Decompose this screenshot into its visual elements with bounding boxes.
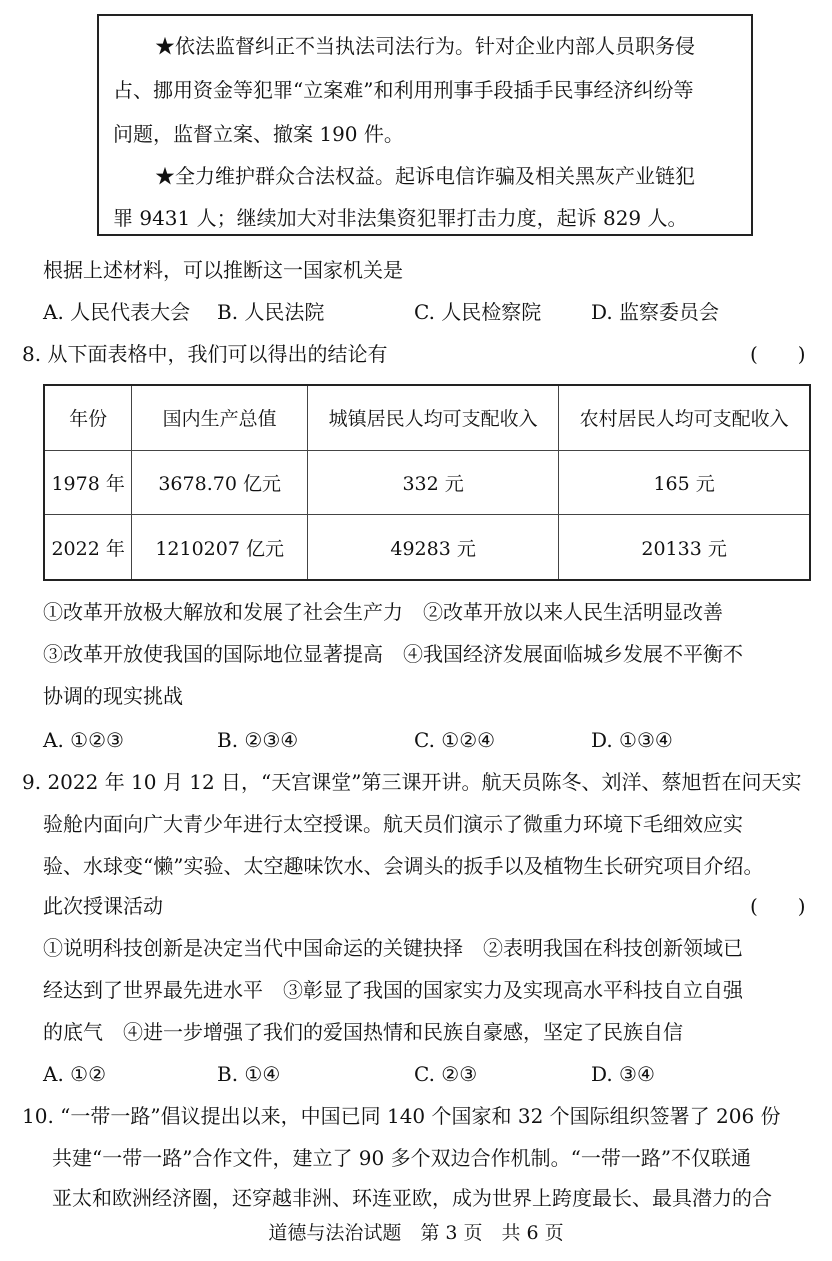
- q8-option-a: A. ①②③: [43, 728, 124, 752]
- table-cell: 165 元: [559, 450, 810, 514]
- q10-line: 亚太和欧洲经济圈，还穿越非洲、环连亚欧，成为世界上跨度最长、最具潜力的合: [52, 1186, 772, 1210]
- q7-option-a: A. 人民代表大会: [43, 300, 191, 324]
- material-line: 占、挪用资金等犯罪“立案难”和利用刑事手段插手民事经济纠纷等: [113, 78, 694, 102]
- q8-statement: 协调的现实挑战: [43, 684, 183, 708]
- material-line: ★全力维护群众合法权益。起诉电信诈骗及相关黑灰产业链犯: [155, 164, 695, 188]
- q9-statement: 的底气 ④进一步增强了我们的爱国热情和民族自豪感，坚定了民族自信: [43, 1020, 683, 1044]
- q9-option-b: B. ①④: [217, 1062, 281, 1086]
- table-cell: 332 元: [307, 450, 558, 514]
- table-cell: 20133 元: [559, 515, 810, 580]
- q9-option-a: A. ①②: [43, 1062, 107, 1086]
- q8-option-c: C. ①②④: [414, 728, 496, 752]
- q9-line: 9. 2022 年 10 月 12 日，“天宫课堂”第三课开讲。航天员陈冬、刘洋、蔡旭哲在问天实: [22, 770, 802, 794]
- q9-option-d: D. ③④: [591, 1062, 655, 1086]
- material-line: 问题，监督立案、撤案 190 件。: [113, 122, 404, 146]
- q7-option-c: C. 人民检察院: [414, 300, 542, 324]
- q8-option-d: D. ①③④: [591, 728, 673, 752]
- table-cell: 1978 年: [44, 450, 132, 514]
- q9-line: 验、水球变“懒”实验、太空趣味饮水、会调头的扳手以及植物生长研究项目介绍。: [43, 854, 764, 878]
- q9-statement: 经达到了世界最先进水平 ③彰显了我国的国家实力及实现高水平科技自立自强: [43, 978, 743, 1002]
- table-header: 国内生产总值: [132, 385, 308, 450]
- table-header: 农村居民人均可支配收入: [559, 385, 810, 450]
- q10-line: 共建“一带一路”合作文件，建立了 90 多个双边合作机制。“一带一路”不仅联通: [52, 1146, 752, 1170]
- q9-line: 此次授课活动: [43, 894, 163, 918]
- table-header: 年份: [44, 385, 132, 450]
- q9-line: 验舱内面向广大青少年进行太空授课。航天员们演示了微重力环境下毛细效应实: [43, 812, 743, 836]
- q7-option-b: B. 人民法院: [217, 300, 325, 324]
- q8-answer-paren: ( ): [750, 342, 806, 366]
- gdp-table: [43, 384, 811, 581]
- table-cell: 49283 元: [307, 515, 558, 580]
- q8-stem: 8. 从下面表格中，我们可以得出的结论有: [22, 342, 388, 366]
- q8-option-b: B. ②③④: [217, 728, 299, 752]
- material-box: [97, 14, 753, 236]
- table-row: [44, 450, 810, 514]
- table-cell: 1210207 亿元: [132, 515, 308, 580]
- table-header-row: [44, 385, 810, 450]
- q10-line: 10. “一带一路”倡议提出以来，中国已同 140 个国家和 32 个国际组织签署了 206 份: [22, 1104, 781, 1128]
- table-cell: 2022 年: [44, 515, 132, 580]
- table-cell: 3678.70 亿元: [132, 450, 308, 514]
- table-row: [44, 515, 810, 580]
- table-header: 城镇居民人均可支配收入: [307, 385, 558, 450]
- page-footer: 道德与法治试题 第 3 页 共 6 页: [268, 1222, 564, 1244]
- material-line: ★依法监督纠正不当执法司法行为。针对企业内部人员职务侵: [155, 34, 695, 58]
- material-line: 罪 9431 人；继续加大对非法集资犯罪打击力度，起诉 829 人。: [113, 206, 688, 230]
- q9-statement: ①说明科技创新是决定当代中国命运的关键抉择 ②表明我国在科技创新领域已: [43, 936, 743, 960]
- q7-option-d: D. 监察委员会: [591, 300, 720, 324]
- q9-answer-paren: ( ): [750, 894, 806, 918]
- q7-stem: 根据上述材料，可以推断这一国家机关是: [43, 258, 403, 282]
- q8-statement: ③改革开放使我国的国际地位显著提高 ④我国经济发展面临城乡发展不平衡不: [43, 642, 743, 666]
- q8-statement: ①改革开放极大解放和发展了社会生产力 ②改革开放以来人民生活明显改善: [43, 600, 723, 624]
- q9-option-c: C. ②③: [414, 1062, 478, 1086]
